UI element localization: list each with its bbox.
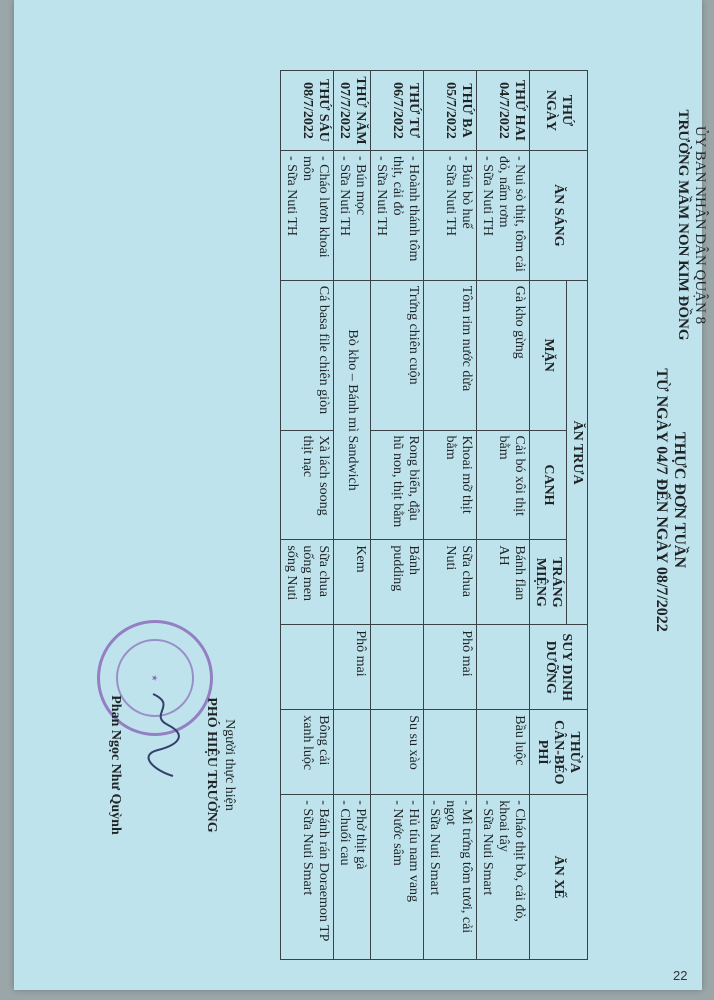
snack-cell (477, 795, 530, 960)
breakfast-item: - Bún mọc (353, 155, 368, 216)
day-name: THỨ HAI (512, 79, 527, 142)
breakfast-item: - Sữa Nuti TH (443, 155, 458, 237)
breakfast-cell (371, 150, 424, 280)
overweight-cell (424, 710, 477, 795)
salty-cell: Trứng chiên cuộn (371, 280, 424, 430)
snack-item: - Nước sâm (390, 800, 405, 866)
org-school: TRƯỜNG MẦM NON KIM ĐỒNG (675, 109, 691, 341)
snack-item: - Sữa Nuti Smart (427, 800, 442, 896)
stamp-center: ★ (116, 639, 194, 717)
org-district: ỦY BAN NHÂN DÂN QUẬN 8 (692, 125, 708, 325)
col-lunch-group: ĂN TRƯA (567, 280, 588, 625)
col-overweight: THỪA CÂN-BÉO PHÌ (530, 710, 588, 795)
title-date-range: TỪ NGÀY 04/7 ĐẾN NGÀY 08/7/2022 (653, 368, 670, 632)
day-name: THỨ TƯ (406, 82, 421, 139)
snack-cell (334, 795, 371, 960)
breakfast-item: - Cháo lươn khoai môn (300, 155, 331, 258)
malnutrition-cell: Phô mai (334, 625, 371, 710)
salty-cell: Cá basa file chiên giòn (281, 280, 334, 430)
paper-sheet (14, 0, 708, 990)
table-row (477, 71, 530, 960)
malnutrition-cell (281, 625, 334, 710)
col-salty: MẶN (530, 280, 567, 430)
day-date: 08/7/2022 (300, 82, 315, 139)
snack-item: - Cháo thịt bò, cải đỏ, khoai tây (496, 800, 527, 922)
breakfast-item: - Sữa Nuti TH (480, 155, 495, 237)
breakfast-cell (281, 150, 334, 280)
overweight-cell: Bầu luộc (477, 710, 530, 795)
dessert-cell: Bánh flan AH (477, 540, 530, 625)
breakfast-item: - Sữa Nuti TH (374, 155, 389, 237)
day-name: THỨ NĂM (353, 76, 368, 145)
soup-cell: Cải bó xôi thịt bằm (477, 430, 530, 540)
day-cell (424, 71, 477, 151)
signer-name: Phan Ngọc Như Quỳnh (108, 695, 123, 835)
title-main: THỰC ĐƠN TUẦN (671, 431, 688, 568)
page-number: 22 (673, 968, 688, 983)
day-date: 06/7/2022 (390, 82, 405, 139)
overweight-cell (334, 710, 371, 795)
col-day: THỨ NGÀY (530, 71, 588, 151)
salty-cell: Tôm rim nước dừa (424, 280, 477, 430)
breakfast-cell (334, 150, 371, 280)
breakfast-item: - Hoành thánh tôm thịt, cải đỏ (390, 155, 421, 262)
day-name: THỨ BA (459, 83, 474, 138)
table-row (371, 71, 424, 960)
overweight-cell: Su su xào (371, 710, 424, 795)
menu-title (652, 300, 688, 700)
overweight-cell: Bông cải xanh luộc (281, 710, 334, 795)
col-dessert: TRÁNG MIỆNG (530, 540, 567, 625)
snack-item: - Sữa Nuti Smart (480, 800, 495, 896)
snack-item: - Phở thịt gà (353, 800, 368, 870)
day-name: THỨ SÁU (316, 79, 331, 142)
malnutrition-cell (371, 625, 424, 710)
handwritten-signature (143, 690, 183, 780)
dessert-cell: Bánh pudding (371, 540, 424, 625)
soup-cell: Xà lách soong thịt nạc (281, 430, 334, 540)
weekly-menu-table (280, 70, 588, 960)
day-cell (281, 71, 334, 151)
col-snack: ĂN XẾ (530, 795, 588, 960)
table-row (424, 71, 477, 960)
dessert-cell: Sữa chua Nuti (424, 540, 477, 625)
soup-cell: Rong biển, đậu hũ non, thịt bằm (371, 430, 424, 540)
snack-item: - Chuối cau (337, 800, 352, 866)
soup-cell: Khoai mỡ thịt bằm (424, 430, 477, 540)
table-row (281, 71, 334, 960)
snack-item: - Bánh rán Doraemon TP (316, 800, 331, 942)
day-cell (477, 71, 530, 151)
col-breakfast: ĂN SÁNG (530, 150, 588, 280)
snack-cell (281, 795, 334, 960)
malnutrition-cell (477, 625, 530, 710)
malnutrition-cell: Phô mai (424, 625, 477, 710)
table-row (334, 71, 371, 960)
snack-cell (424, 795, 477, 960)
signer-role: PHÓ HIỆU TRƯỞNG (204, 697, 219, 833)
dessert-cell: Sữa chua uống men sống Nuti (281, 540, 334, 625)
snack-item: - Hủ tíu nam vang (406, 800, 421, 903)
lunch-combined-cell: Bò kho – Bánh mì Sandwich (334, 280, 371, 540)
day-cell (371, 71, 424, 151)
snack-item: - Mì trứng tôm tươi, cải ngọt (443, 800, 474, 934)
breakfast-item: - Sữa Nuti TH (337, 155, 352, 237)
header-row (567, 71, 588, 960)
salty-cell: Gà kho gừng (477, 280, 530, 430)
col-soup: CANH (530, 430, 567, 540)
day-date: 05/7/2022 (443, 82, 458, 139)
day-date: 04/7/2022 (496, 82, 511, 139)
snack-item: - Sữa Nuti Smart (300, 800, 315, 896)
breakfast-cell (424, 150, 477, 280)
prepared-by-label: Người thực hiện (222, 719, 237, 811)
day-date: 07/7/2022 (337, 82, 352, 139)
rotated-page-content (14, 0, 714, 1000)
breakfast-item: - Sữa Nuti TH (284, 155, 299, 237)
snack-cell (371, 795, 424, 960)
col-malnutrition: SUY DINH DƯỠNG (530, 625, 588, 710)
breakfast-item: - Bún bò huế (459, 155, 474, 229)
dessert-cell: Kem (334, 540, 371, 625)
day-cell (334, 71, 371, 151)
breakfast-item: - Nui sò thịt, tôm cải đỏ, nấm rơm (496, 155, 527, 272)
breakfast-cell (477, 150, 530, 280)
